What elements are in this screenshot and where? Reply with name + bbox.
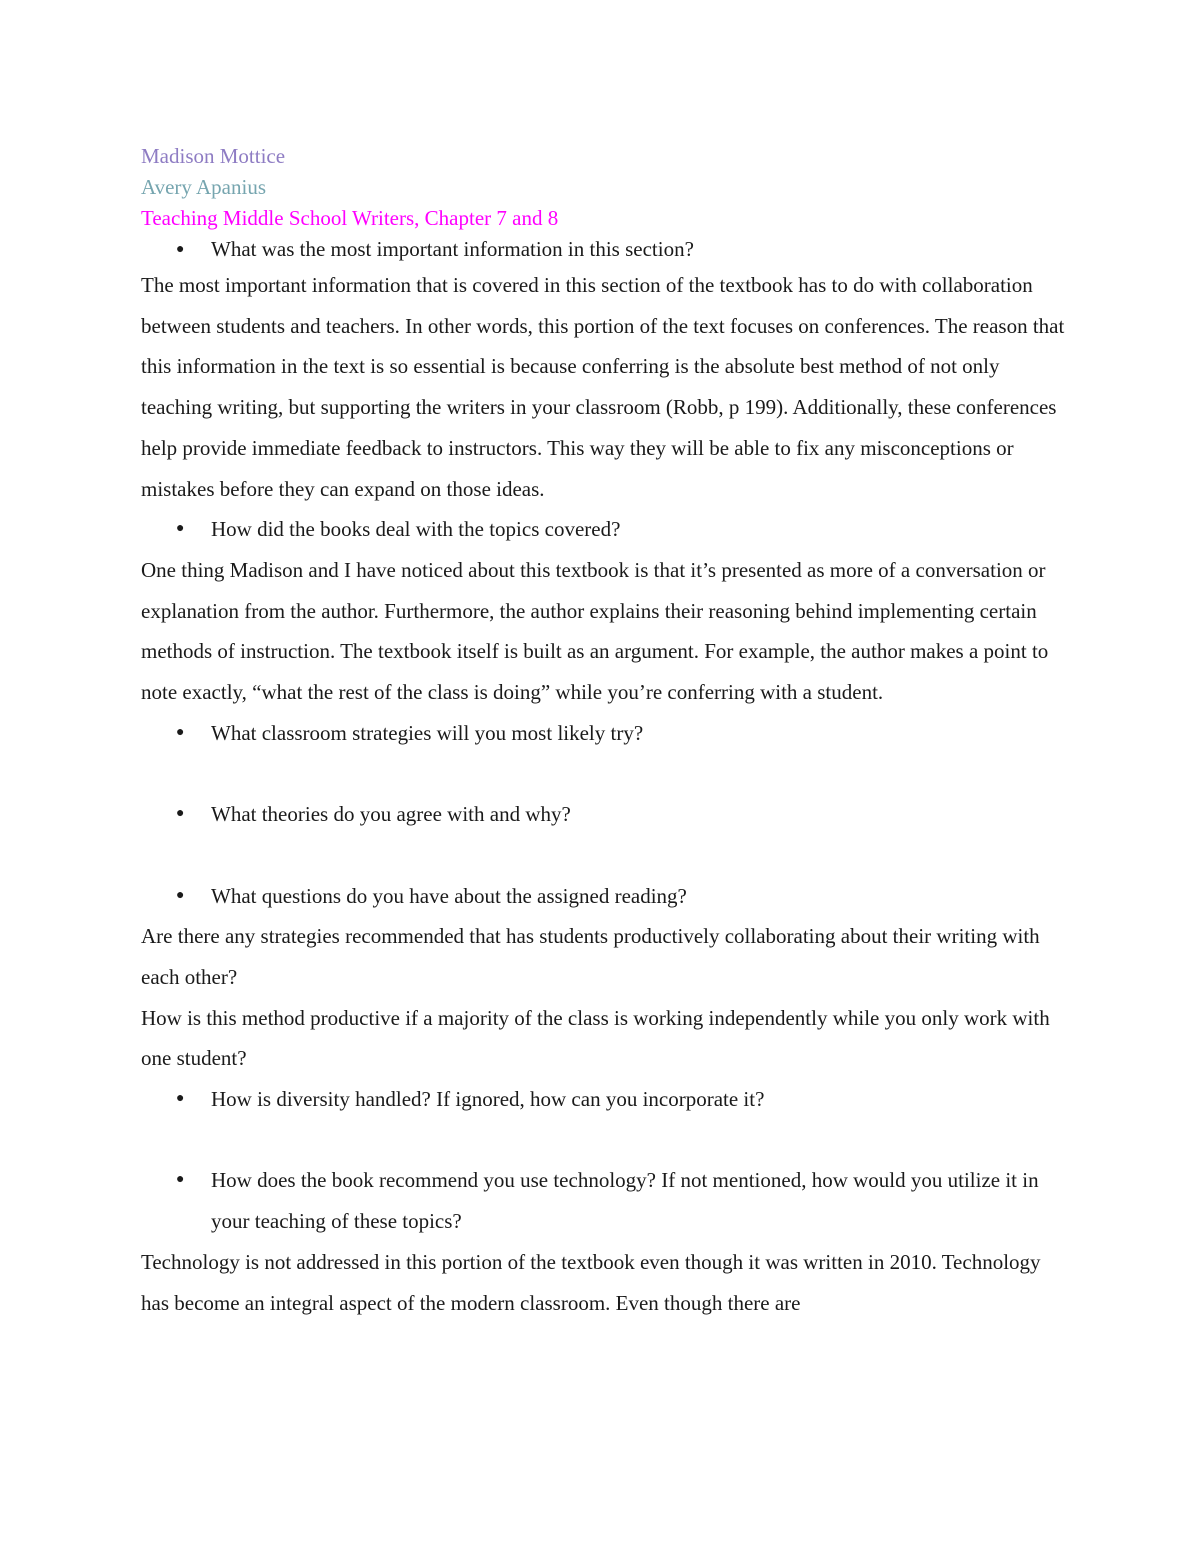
bullet-icon: ● [176,521,185,537]
bullet-icon: ● [176,724,185,740]
question-7 [141,1160,1066,1241]
question-text: What was the most important information in this section? [211,237,694,261]
answer-5a: Are there any strategies recommended that has students productively collaborating about their writing with each other? [141,924,1040,989]
question-text: What questions do you have about the assigned reading? [211,883,687,908]
question-5 [141,876,1066,917]
answer-5b: How is this method productive if a majority of the class is working independently while you only work with one student? [141,1005,1050,1071]
document-page [141,141,1066,1323]
bullet-icon: ● [176,1091,185,1107]
answer-2: One thing Madison and I have noticed about this textbook is that it’s presented as more of a conversation or explanation from the author. Furthermore, the author explains their reasoning behind implementing certain methods of instruction. The textbook itself is built as an argument. For example, the author makes a point to note exactly, “what the rest of the class is doing” while you’re conferring with a student. [141,557,1049,705]
blank-line [141,753,1066,794]
document-title: Teaching Middle School Writers, Chapter 7 and 8 [141,206,559,230]
bullet-icon: ● [176,1172,185,1188]
question-6 [141,1079,1066,1120]
question-2 [141,509,1066,550]
question-text: How did the books deal with the topics covered? [211,517,621,542]
bullet-icon: ● [176,242,185,257]
bullet-icon: ● [176,806,185,822]
question-text: How is diversity handled? If ignored, how can you incorporate it? [211,1087,765,1112]
question-text: What classroom strategies will you most likely try? [211,720,644,745]
bullet-icon: ● [176,887,185,903]
answer-1: The most important information that is covered in this section of the textbook has to do with collaboration between students and teachers. In other words, this portion of the text focuses on conferences. The reason that this information in the text is so essential is because conferring is the absolute best method of not only teaching writing, but supporting the writers in your classroom (Robb, p 199). Additionally, these conferences help provide immediate feedback to instructors. This way they will be able to fix any misconceptions or mistakes before they can expand on those ideas. [141,273,1065,501]
blank-line [141,835,1066,876]
author-name-1: Madison Mottice [141,144,286,168]
blank-line [141,1120,1066,1161]
question-1 [141,234,1066,265]
author-name-2: Avery Apanius [141,175,267,199]
question-text: How does the book recommend you use technology? If not mentioned, how would you utilize it in your teaching of these topics? [211,1168,1039,1234]
question-text: What theories do you agree with and why? [211,802,571,827]
question-3 [141,713,1066,754]
answer-7: Technology is not addressed in this portion of the textbook even though it was written in 2010. Technology has become an integral aspect of the modern classroom. Even though there are [141,1249,1041,1315]
question-4 [141,794,1066,835]
